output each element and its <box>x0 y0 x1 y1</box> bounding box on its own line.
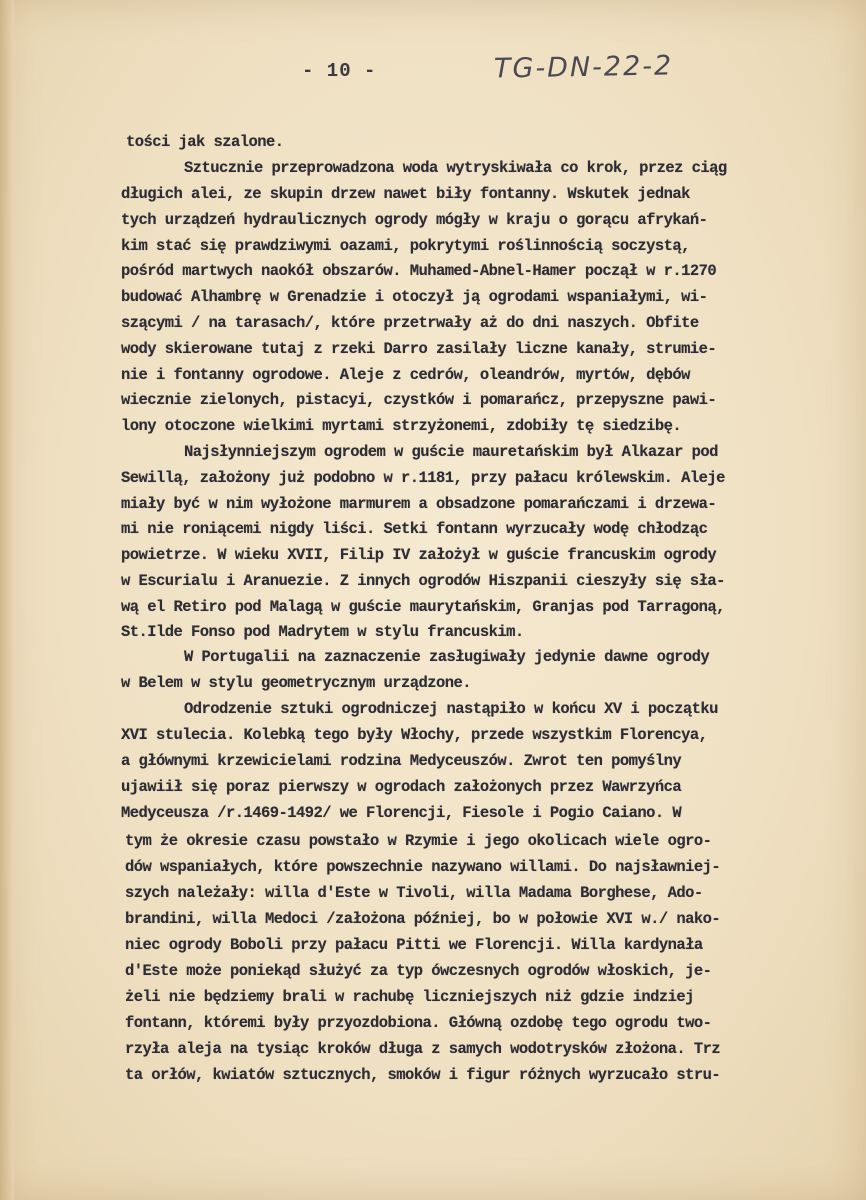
text-line: ta orłów, kwiatów sztucznych, smoków i figur różnych wyrzucało stru- <box>125 1066 721 1084</box>
text-line: szych należały: willa d'Este w Tivoli, willa Madama Borghese, Ado- <box>125 884 703 902</box>
text-line: tości jak szalone. <box>126 133 284 151</box>
page-edge-shadow <box>0 0 14 1200</box>
text-line: a głównymi krzewicielami rodzina Medyceuszów. Zwrot ten pomyślny <box>121 752 682 770</box>
text-line: Sewillą, założony już podobno w r.1181, przy pałacu królewskim. Aleje <box>121 469 725 487</box>
text-line: wody skierowane tutaj z rzeki Darro zasilały liczne kanały, strumie- <box>121 340 717 358</box>
text-line: St.Ilde Fonso pod Madrytem w stylu francuskim. <box>121 623 524 641</box>
text-line: w Escurialu i Aranuezie. Z innych ogrodów Hiszpanii cieszyły się sła- <box>121 572 725 590</box>
text-line: Odrodzenie sztuki ogrodniczej nastąpiło w końcu XV i początku <box>184 700 718 718</box>
text-line: w Belem w stylu geometrycznym urządzone. <box>121 674 472 692</box>
text-line: miały być w nim wyłożone marmurem a obsadzone pomarańczami i drzewa- <box>121 495 717 513</box>
text-line: długich alei, ze skupin drzew nawet biły fontanny. Wskutek jednak <box>121 185 690 203</box>
text-line: mi nie roniącemi nigdy liści. Setki fontann wyrzucały wodę chłodząc <box>121 520 708 538</box>
text-line: wiecznie zielonych, pistacyi, czystków i pomarańcz, przepyszne pawi- <box>121 391 717 409</box>
text-line: niec ogrody Boboli przy pałacu Pitti we Florencji. Willa kardynała <box>125 936 703 954</box>
text-line: kim stać się prawdziwymi oazami, pokrytymi roślinnością soczystą, <box>121 237 690 255</box>
text-line: wą el Retiro pod Malagą w guście maurytańskim, Granjas pod Tarragoną, <box>121 598 725 616</box>
text-line: lony otoczone wielkimi myrtami strzyżonemi, zdobiły tę siedzibę. <box>121 417 682 435</box>
text-line: dów wspaniałych, które powszechnie nazywano willami. Do najsławniej- <box>125 858 721 876</box>
text-line: W Portugalii na zaznaczenie zasługiwały jedynie dawne ogrody <box>184 648 710 666</box>
text-line: tym że okresie czasu powstało w Rzymie i jego okolicach wiele ogro- <box>125 832 712 850</box>
text-line: szącymi / na tarasach/, które przetrwały aż do dni naszych. Obfite <box>121 314 699 332</box>
text-line: powietrze. W wieku XVII, Filip IV założył w guście francuskim ogrody <box>121 546 717 564</box>
document-code: TG-DN-22-2 <box>493 50 674 85</box>
text-line: rzyła aleja na tysiąc kroków długa z samych wodotrysków złożona. Trz <box>125 1040 721 1058</box>
text-line: brandini, willa Medoci /założona później, bo w połowie XVI w./ nako- <box>125 910 721 928</box>
text-line: ujawiił się poraz pierwszy w ogrodach założonych przez Wawrzyńca <box>121 778 682 796</box>
text-line: Sztucznie przeprowadzona woda wytryskiwała co krok, przez ciąg <box>184 159 727 177</box>
text-line: fontann, któremi były przyozdobiona. Główną ozdobę tego ogrodu two- <box>125 1014 712 1032</box>
text-line: budować Alhambrę w Grenadzie i otoczył ją ogrodami wspaniałymi, wi- <box>121 288 708 306</box>
text-line: d'Este może poniekąd służyć za typ ówczesnych ogrodów włoskich, je- <box>125 962 712 980</box>
text-line: nie i fontanny ogrodowe. Aleje z cedrów, oleandrów, myrtów, dębów <box>121 366 690 384</box>
text-line: XVI stulecia. Kolebką tego były Włochy, przede wszystkim Florencya, <box>121 726 708 744</box>
text-line: Medyceusza /r.1469-1492/ we Florencji, Fiesole i Pogio Caiano. W <box>121 804 682 822</box>
text-line: pośród martwych naokół obszarów. Muhamed-Abnel-Hamer począł w r.1270 <box>121 262 717 280</box>
page-number: - 10 - <box>302 60 377 82</box>
text-line: żeli nie będziemy brali w rachubę liczniejszych niż gdzie indziej <box>125 988 694 1006</box>
text-line: Najsłynniejszym ogrodem w guście mauretańskim był Alkazar pod <box>184 443 718 461</box>
text-line: tych urządzeń hydraulicznych ogrody mógły w kraju o gorącu afrykań- <box>121 211 708 229</box>
